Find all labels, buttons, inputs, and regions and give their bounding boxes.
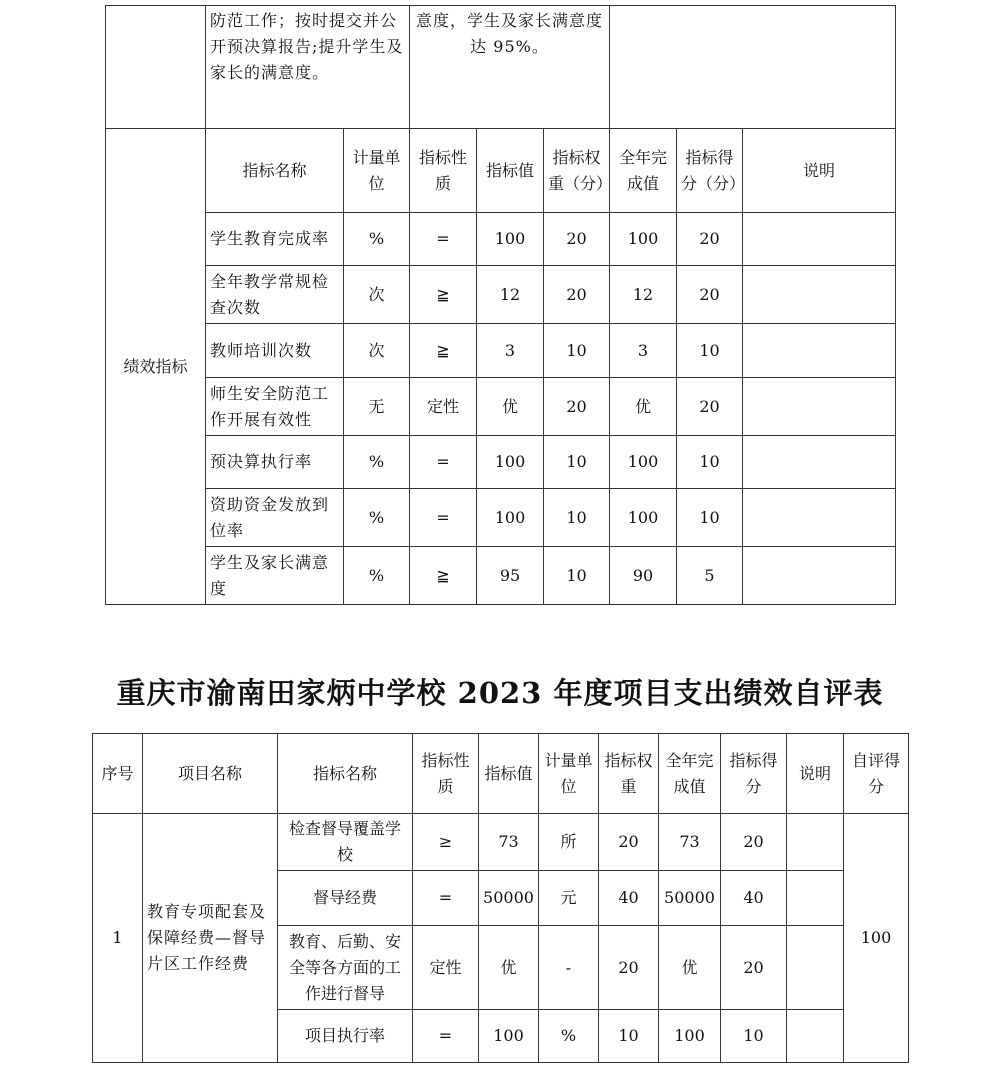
table-row (106, 489, 896, 547)
header-remark: 说明 (743, 129, 896, 213)
header-project-name: 项目名称 (143, 734, 278, 814)
completed-value: 优 (610, 378, 677, 436)
header-remark: 说明 (787, 734, 844, 814)
unit: 次 (344, 266, 410, 324)
weight: 10 (544, 324, 610, 378)
table-row (106, 324, 896, 378)
target-value: 50000 (479, 871, 539, 926)
completed-value: 73 (659, 814, 721, 871)
unit: % (539, 1010, 599, 1063)
header-value: 指标值 (479, 734, 539, 814)
table-row (106, 266, 896, 324)
indicator-name: 全年教学常规检查次数 (206, 266, 344, 324)
weight: 10 (544, 436, 610, 489)
score: 20 (677, 213, 743, 266)
weight: 40 (599, 871, 659, 926)
indicator-name: 资助资金发放到位率 (206, 489, 344, 547)
goal-text-left: 防范工作；按时提交并公开预决算报告;提升学生及家长的满意度。 (206, 6, 410, 129)
nature: ≥ (413, 814, 479, 871)
score: 20 (721, 814, 787, 871)
table-row (93, 814, 909, 871)
weight: 10 (599, 1010, 659, 1063)
indicator-name: 学生及家长满意度 (206, 547, 344, 605)
header-nature: 指标性质 (410, 129, 477, 213)
target-value: 优 (479, 926, 539, 1010)
unit: 次 (344, 324, 410, 378)
weight: 20 (599, 926, 659, 1010)
target-value: 优 (477, 378, 544, 436)
unit: % (344, 436, 410, 489)
remark (787, 1010, 844, 1063)
remark (743, 436, 896, 489)
performance-indicator-table (105, 5, 896, 605)
unit: - (539, 926, 599, 1010)
header-score: 指标得分 (721, 734, 787, 814)
header-score: 指标得分（分） (677, 129, 743, 213)
header-self-score: 自评得分 (844, 734, 909, 814)
score: 10 (677, 324, 743, 378)
header-weight: 指标权重 (599, 734, 659, 814)
completed-value: 100 (659, 1010, 721, 1063)
target-value: 12 (477, 266, 544, 324)
target-value: 100 (477, 213, 544, 266)
completed-value: 100 (610, 213, 677, 266)
score: 10 (677, 489, 743, 547)
goal-text-right: 意度，学生及家长满意度达 95%。 (410, 6, 610, 129)
nature: = (410, 213, 477, 266)
remark (787, 814, 844, 871)
unit: % (344, 547, 410, 605)
indicator-name: 教育、后勤、安全等各方面的工作进行督导 (278, 926, 413, 1010)
indicator-name: 预决算执行率 (206, 436, 344, 489)
nature: = (413, 1010, 479, 1063)
score: 10 (721, 1010, 787, 1063)
indicator-name: 督导经费 (278, 871, 413, 926)
completed-value: 12 (610, 266, 677, 324)
weight: 20 (544, 213, 610, 266)
self-score: 100 (844, 814, 909, 1063)
table-row (106, 547, 896, 605)
header-unit: 计量单位 (344, 129, 410, 213)
target-value: 100 (479, 1010, 539, 1063)
header-nature: 指标性质 (413, 734, 479, 814)
target-value: 95 (477, 547, 544, 605)
remark (743, 266, 896, 324)
target-value: 100 (477, 436, 544, 489)
seq-number: 1 (93, 814, 143, 1063)
table-row (106, 378, 896, 436)
project-name: 教育专项配套及保障经费—督导片区工作经费 (143, 814, 278, 1063)
table-row (106, 213, 896, 266)
nature: 定性 (413, 926, 479, 1010)
indicator-name: 项目执行率 (278, 1010, 413, 1063)
target-value: 100 (477, 489, 544, 547)
weight: 20 (599, 814, 659, 871)
target-value: 73 (479, 814, 539, 871)
header-completed: 全年完成值 (610, 129, 677, 213)
score: 20 (677, 266, 743, 324)
unit: 所 (539, 814, 599, 871)
remark (787, 926, 844, 1010)
nature: 定性 (410, 378, 477, 436)
unit: % (344, 489, 410, 547)
header-seq: 序号 (93, 734, 143, 814)
indicator-name: 师生安全防范工作开展有效性 (206, 378, 344, 436)
header-indicator-name: 指标名称 (206, 129, 344, 213)
header-unit: 计量单位 (539, 734, 599, 814)
completed-value: 50000 (659, 871, 721, 926)
remark (743, 324, 896, 378)
goal-blank-cell (106, 6, 206, 129)
nature: ≧ (410, 266, 477, 324)
remark (743, 378, 896, 436)
score: 20 (677, 378, 743, 436)
header-value: 指标值 (477, 129, 544, 213)
unit: 无 (344, 378, 410, 436)
nature: ≧ (410, 324, 477, 378)
remark (743, 213, 896, 266)
score: 5 (677, 547, 743, 605)
table-row (106, 436, 896, 489)
project-self-evaluation-table (92, 733, 909, 1063)
remark (743, 489, 896, 547)
goal-empty-cell (610, 6, 896, 129)
header-indicator-name: 指标名称 (278, 734, 413, 814)
target-value: 3 (477, 324, 544, 378)
score: 10 (677, 436, 743, 489)
nature: = (410, 489, 477, 547)
completed-value: 3 (610, 324, 677, 378)
weight: 10 (544, 489, 610, 547)
completed-value: 90 (610, 547, 677, 605)
nature: ≧ (410, 547, 477, 605)
remark (787, 871, 844, 926)
score: 40 (721, 871, 787, 926)
page-title: 重庆市渝南田家炳中学校 2023 年度项目支出绩效自评表 (116, 676, 884, 710)
remark (743, 547, 896, 605)
weight: 10 (544, 547, 610, 605)
unit: % (344, 213, 410, 266)
indicator-name: 检查督导覆盖学校 (278, 814, 413, 871)
indicator-name: 学生教育完成率 (206, 213, 344, 266)
nature: = (413, 871, 479, 926)
section-label: 绩效指标 (106, 129, 206, 605)
header-weight: 指标权重（分） (544, 129, 610, 213)
completed-value: 100 (610, 489, 677, 547)
unit: 元 (539, 871, 599, 926)
score: 20 (721, 926, 787, 1010)
weight: 20 (544, 378, 610, 436)
header-completed: 全年完成值 (659, 734, 721, 814)
indicator-name: 教师培训次数 (206, 324, 344, 378)
nature: = (410, 436, 477, 489)
completed-value: 优 (659, 926, 721, 1010)
weight: 20 (544, 266, 610, 324)
completed-value: 100 (610, 436, 677, 489)
